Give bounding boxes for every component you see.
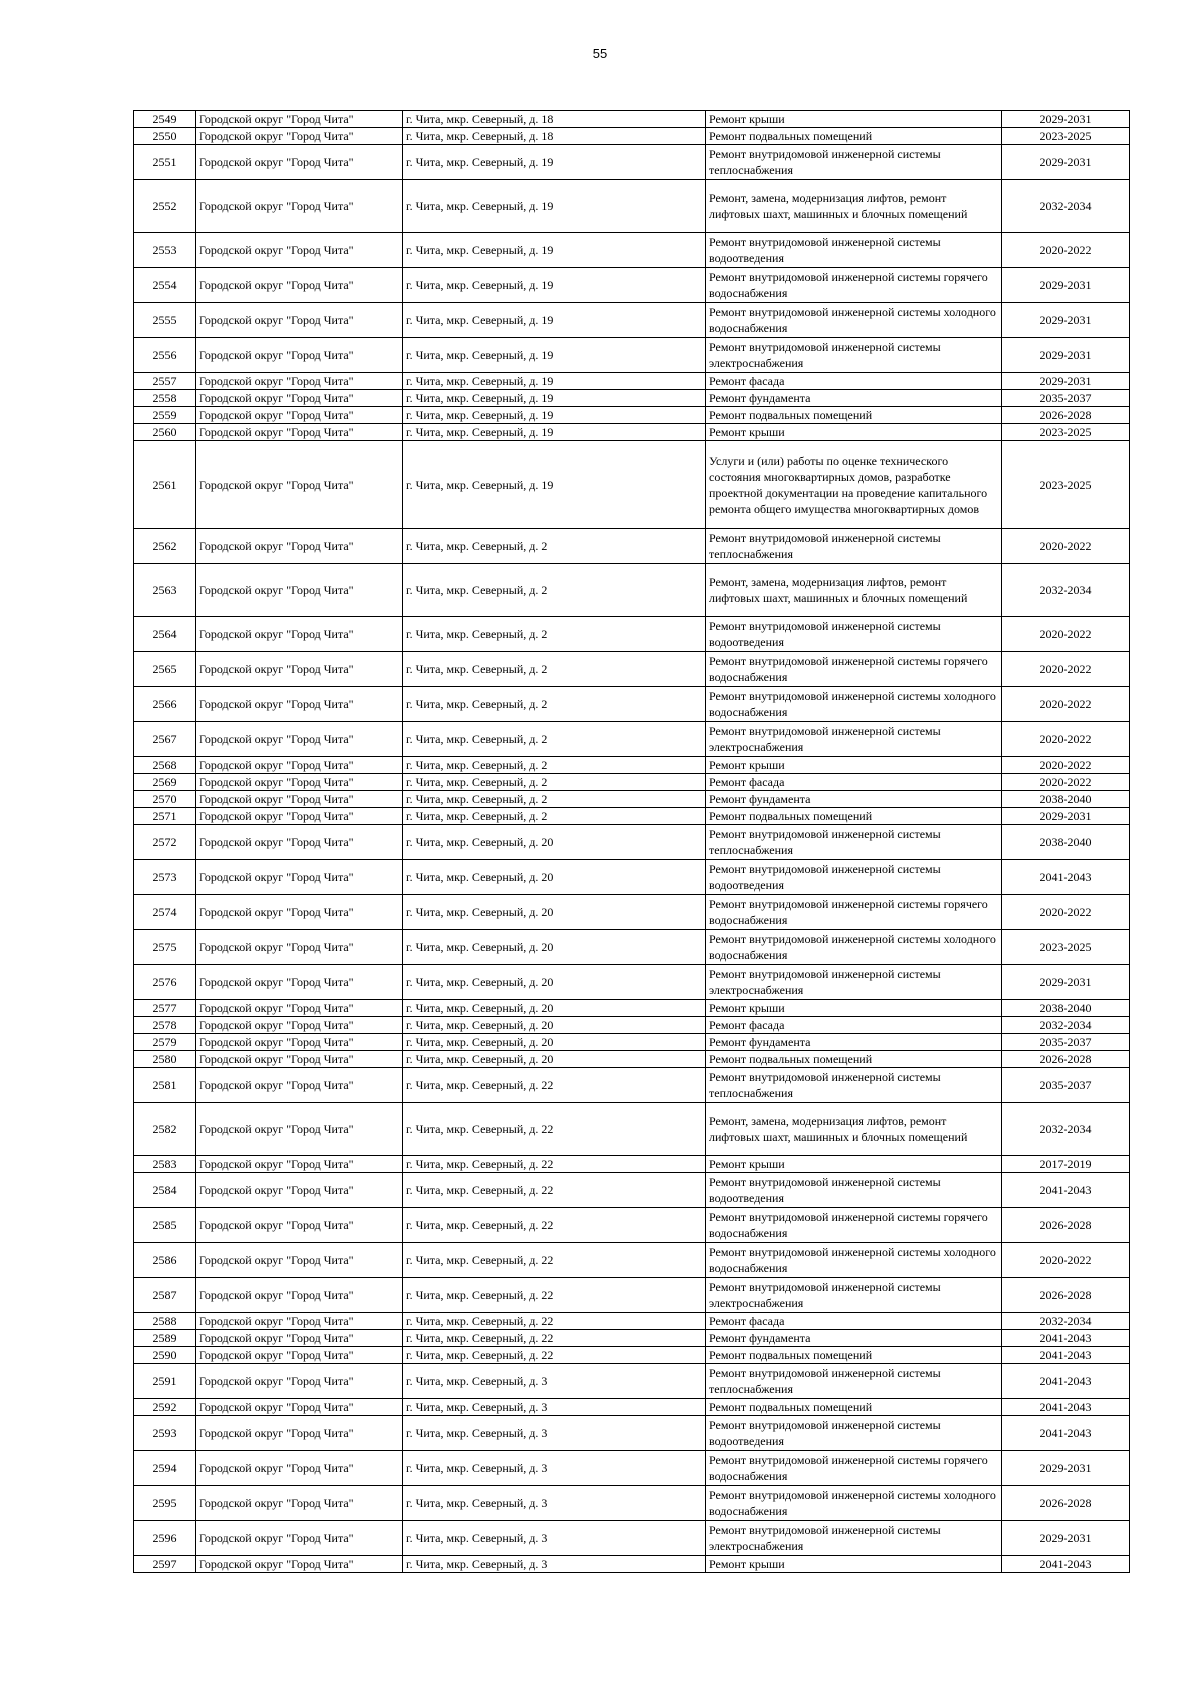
municipality-cell: Городской округ "Город Чита" [196, 1243, 403, 1278]
table-row [134, 373, 1130, 390]
table-row [134, 390, 1130, 407]
row-number-cell: 2570 [134, 791, 196, 808]
period-cell: 2026-2028 [1002, 1051, 1130, 1068]
work-type-cell: Ремонт внутридомовой инженерной системы электроснабжения [706, 965, 1002, 1000]
period-cell: 2029-2031 [1002, 373, 1130, 390]
work-type-cell: Ремонт внутридомовой инженерной системы горячего водоснабжения [706, 1208, 1002, 1243]
work-type-cell: Ремонт подвальных помещений [706, 1051, 1002, 1068]
period-cell: 2029-2031 [1002, 1521, 1130, 1556]
row-number-cell: 2574 [134, 895, 196, 930]
work-type-cell: Ремонт фундамента [706, 1034, 1002, 1051]
municipality-cell: Городской округ "Город Чита" [196, 1347, 403, 1364]
municipality-cell: Городской округ "Город Чита" [196, 1173, 403, 1208]
row-number-cell: 2567 [134, 722, 196, 757]
row-number-cell: 2581 [134, 1068, 196, 1103]
address-cell: г. Чита, мкр. Северный, д. 19 [403, 373, 706, 390]
table-row [134, 441, 1130, 529]
period-cell: 2041-2043 [1002, 1416, 1130, 1451]
period-cell: 2023-2025 [1002, 128, 1130, 145]
row-number-cell: 2569 [134, 774, 196, 791]
row-number-cell: 2556 [134, 338, 196, 373]
period-cell: 2032-2034 [1002, 180, 1130, 233]
work-type-cell: Ремонт крыши [706, 1000, 1002, 1017]
period-cell: 2032-2034 [1002, 1017, 1130, 1034]
capital-repair-table [133, 110, 1130, 1573]
municipality-cell: Городской округ "Город Чита" [196, 407, 403, 424]
period-cell: 2041-2043 [1002, 1173, 1130, 1208]
period-cell: 2041-2043 [1002, 1330, 1130, 1347]
row-number-cell: 2571 [134, 808, 196, 825]
address-cell: г. Чита, мкр. Северный, д. 20 [403, 930, 706, 965]
row-number-cell: 2553 [134, 233, 196, 268]
work-type-cell: Ремонт внутридомовой инженерной системы холодного водоснабжения [706, 687, 1002, 722]
municipality-cell: Городской округ "Город Чита" [196, 1556, 403, 1573]
work-type-cell: Ремонт внутридомовой инженерной системы водоотведения [706, 1416, 1002, 1451]
address-cell: г. Чита, мкр. Северный, д. 20 [403, 965, 706, 1000]
period-cell: 2032-2034 [1002, 1103, 1130, 1156]
row-number-cell: 2578 [134, 1017, 196, 1034]
address-cell: г. Чита, мкр. Северный, д. 18 [403, 111, 706, 128]
period-cell: 2020-2022 [1002, 722, 1130, 757]
municipality-cell: Городской округ "Город Чита" [196, 390, 403, 407]
period-cell: 2023-2025 [1002, 441, 1130, 529]
table-row [134, 529, 1130, 564]
work-type-cell: Ремонт внутридомовой инженерной системы теплоснабжения [706, 1364, 1002, 1399]
table-row [134, 1347, 1130, 1364]
period-cell: 2035-2037 [1002, 1068, 1130, 1103]
address-cell: г. Чита, мкр. Северный, д. 3 [403, 1416, 706, 1451]
address-cell: г. Чита, мкр. Северный, д. 3 [403, 1364, 706, 1399]
work-type-cell: Услуги и (или) работы по оценке технического состояния многоквартирных домов, разработке проектной документации на проведение капитального ремонта общего имущества многоквартирных домов [706, 441, 1002, 529]
municipality-cell: Городской округ "Город Чита" [196, 1486, 403, 1521]
row-number-cell: 2590 [134, 1347, 196, 1364]
work-type-cell: Ремонт подвальных помещений [706, 808, 1002, 825]
row-number-cell: 2572 [134, 825, 196, 860]
municipality-cell: Городской округ "Город Чита" [196, 564, 403, 617]
row-number-cell: 2582 [134, 1103, 196, 1156]
address-cell: г. Чита, мкр. Северный, д. 20 [403, 1034, 706, 1051]
address-cell: г. Чита, мкр. Северный, д. 22 [403, 1173, 706, 1208]
municipality-cell: Городской округ "Город Чита" [196, 808, 403, 825]
table-row [134, 1330, 1130, 1347]
row-number-cell: 2561 [134, 441, 196, 529]
address-cell: г. Чита, мкр. Северный, д. 19 [403, 233, 706, 268]
table-row [134, 303, 1130, 338]
period-cell: 2029-2031 [1002, 268, 1130, 303]
address-cell: г. Чита, мкр. Северный, д. 2 [403, 774, 706, 791]
address-cell: г. Чита, мкр. Северный, д. 3 [403, 1521, 706, 1556]
row-number-cell: 2557 [134, 373, 196, 390]
municipality-cell: Городской округ "Город Чита" [196, 1000, 403, 1017]
row-number-cell: 2595 [134, 1486, 196, 1521]
address-cell: г. Чита, мкр. Северный, д. 2 [403, 617, 706, 652]
work-type-cell: Ремонт крыши [706, 1556, 1002, 1573]
table-row [134, 338, 1130, 373]
work-type-cell: Ремонт внутридомовой инженерной системы теплоснабжения [706, 529, 1002, 564]
row-number-cell: 2558 [134, 390, 196, 407]
table-row [134, 791, 1130, 808]
address-cell: г. Чита, мкр. Северный, д. 19 [403, 303, 706, 338]
address-cell: г. Чита, мкр. Северный, д. 2 [403, 687, 706, 722]
address-cell: г. Чита, мкр. Северный, д. 22 [403, 1347, 706, 1364]
work-type-cell: Ремонт фундамента [706, 791, 1002, 808]
municipality-cell: Городской округ "Город Чита" [196, 860, 403, 895]
table-row [134, 808, 1130, 825]
work-type-cell: Ремонт внутридомовой инженерной системы электроснабжения [706, 1278, 1002, 1313]
municipality-cell: Городской округ "Город Чита" [196, 145, 403, 180]
row-number-cell: 2588 [134, 1313, 196, 1330]
row-number-cell: 2565 [134, 652, 196, 687]
table-row [134, 268, 1130, 303]
work-type-cell: Ремонт подвальных помещений [706, 128, 1002, 145]
work-type-cell: Ремонт крыши [706, 111, 1002, 128]
table-body [134, 111, 1130, 1573]
municipality-cell: Городской округ "Город Чита" [196, 1103, 403, 1156]
period-cell: 2029-2031 [1002, 338, 1130, 373]
municipality-cell: Городской округ "Город Чита" [196, 128, 403, 145]
work-type-cell: Ремонт внутридомовой инженерной системы электроснабжения [706, 722, 1002, 757]
period-cell: 2038-2040 [1002, 791, 1130, 808]
address-cell: г. Чита, мкр. Северный, д. 2 [403, 564, 706, 617]
table-row [134, 895, 1130, 930]
table-row [134, 1051, 1130, 1068]
row-number-cell: 2575 [134, 930, 196, 965]
municipality-cell: Городской округ "Город Чита" [196, 1364, 403, 1399]
table-row [134, 687, 1130, 722]
municipality-cell: Городской округ "Город Чита" [196, 1208, 403, 1243]
address-cell: г. Чита, мкр. Северный, д. 20 [403, 1017, 706, 1034]
table-row [134, 1173, 1130, 1208]
table-row [134, 1278, 1130, 1313]
table-row [134, 722, 1130, 757]
row-number-cell: 2576 [134, 965, 196, 1000]
address-cell: г. Чита, мкр. Северный, д. 20 [403, 825, 706, 860]
address-cell: г. Чита, мкр. Северный, д. 3 [403, 1556, 706, 1573]
period-cell: 2026-2028 [1002, 1486, 1130, 1521]
municipality-cell: Городской округ "Город Чита" [196, 233, 403, 268]
work-type-cell: Ремонт внутридомовой инженерной системы теплоснабжения [706, 145, 1002, 180]
table-row [134, 424, 1130, 441]
work-type-cell: Ремонт подвальных помещений [706, 1399, 1002, 1416]
municipality-cell: Городской округ "Город Чита" [196, 757, 403, 774]
table-row [134, 1034, 1130, 1051]
address-cell: г. Чита, мкр. Северный, д. 19 [403, 268, 706, 303]
table-row [134, 757, 1130, 774]
municipality-cell: Городской округ "Город Чита" [196, 1399, 403, 1416]
table-row [134, 1156, 1130, 1173]
address-cell: г. Чита, мкр. Северный, д. 3 [403, 1399, 706, 1416]
address-cell: г. Чита, мкр. Северный, д. 3 [403, 1486, 706, 1521]
period-cell: 2026-2028 [1002, 1278, 1130, 1313]
work-type-cell: Ремонт внутридомовой инженерной системы горячего водоснабжения [706, 1451, 1002, 1486]
municipality-cell: Городской округ "Город Чита" [196, 895, 403, 930]
work-type-cell: Ремонт внутридомовой инженерной системы горячего водоснабжения [706, 652, 1002, 687]
row-number-cell: 2577 [134, 1000, 196, 1017]
table-row [134, 1000, 1130, 1017]
row-number-cell: 2596 [134, 1521, 196, 1556]
work-type-cell: Ремонт внутридомовой инженерной системы горячего водоснабжения [706, 895, 1002, 930]
row-number-cell: 2552 [134, 180, 196, 233]
work-type-cell: Ремонт внутридомовой инженерной системы электроснабжения [706, 338, 1002, 373]
municipality-cell: Городской округ "Город Чита" [196, 441, 403, 529]
row-number-cell: 2555 [134, 303, 196, 338]
table-row [134, 825, 1130, 860]
address-cell: г. Чита, мкр. Северный, д. 22 [403, 1313, 706, 1330]
table-row [134, 233, 1130, 268]
work-type-cell: Ремонт крыши [706, 757, 1002, 774]
municipality-cell: Городской округ "Город Чита" [196, 1330, 403, 1347]
row-number-cell: 2566 [134, 687, 196, 722]
address-cell: г. Чита, мкр. Северный, д. 20 [403, 1000, 706, 1017]
row-number-cell: 2573 [134, 860, 196, 895]
period-cell: 2032-2034 [1002, 564, 1130, 617]
municipality-cell: Городской округ "Город Чита" [196, 1156, 403, 1173]
table-row [134, 965, 1130, 1000]
address-cell: г. Чита, мкр. Северный, д. 22 [403, 1068, 706, 1103]
address-cell: г. Чита, мкр. Северный, д. 2 [403, 722, 706, 757]
period-cell: 2020-2022 [1002, 895, 1130, 930]
address-cell: г. Чита, мкр. Северный, д. 19 [403, 407, 706, 424]
work-type-cell: Ремонт внутридомовой инженерной системы водоотведения [706, 617, 1002, 652]
municipality-cell: Городской округ "Город Чита" [196, 373, 403, 390]
work-type-cell: Ремонт подвальных помещений [706, 407, 1002, 424]
municipality-cell: Городской округ "Город Чита" [196, 825, 403, 860]
row-number-cell: 2587 [134, 1278, 196, 1313]
work-type-cell: Ремонт внутридомовой инженерной системы электроснабжения [706, 1521, 1002, 1556]
municipality-cell: Городской округ "Город Чита" [196, 1278, 403, 1313]
work-type-cell: Ремонт, замена, модернизация лифтов, ремонт лифтовых шахт, машинных и блочных помещений [706, 1103, 1002, 1156]
address-cell: г. Чита, мкр. Северный, д. 20 [403, 860, 706, 895]
period-cell: 2020-2022 [1002, 617, 1130, 652]
row-number-cell: 2551 [134, 145, 196, 180]
period-cell: 2029-2031 [1002, 145, 1130, 180]
row-number-cell: 2562 [134, 529, 196, 564]
table-row [134, 1399, 1130, 1416]
period-cell: 2041-2043 [1002, 860, 1130, 895]
work-type-cell: Ремонт фундамента [706, 1330, 1002, 1347]
period-cell: 2041-2043 [1002, 1347, 1130, 1364]
address-cell: г. Чита, мкр. Северный, д. 2 [403, 808, 706, 825]
row-number-cell: 2549 [134, 111, 196, 128]
address-cell: г. Чита, мкр. Северный, д. 19 [403, 390, 706, 407]
municipality-cell: Городской округ "Город Чита" [196, 791, 403, 808]
work-type-cell: Ремонт внутридомовой инженерной системы холодного водоснабжения [706, 930, 1002, 965]
period-cell: 2023-2025 [1002, 424, 1130, 441]
work-type-cell: Ремонт подвальных помещений [706, 1347, 1002, 1364]
work-type-cell: Ремонт внутридомовой инженерной системы водоотведения [706, 1173, 1002, 1208]
table-row [134, 1416, 1130, 1451]
municipality-cell: Городской округ "Город Чита" [196, 722, 403, 757]
row-number-cell: 2568 [134, 757, 196, 774]
municipality-cell: Городской округ "Город Чита" [196, 774, 403, 791]
work-type-cell: Ремонт крыши [706, 424, 1002, 441]
period-cell: 2041-2043 [1002, 1364, 1130, 1399]
municipality-cell: Городской округ "Город Чита" [196, 180, 403, 233]
address-cell: г. Чита, мкр. Северный, д. 22 [403, 1103, 706, 1156]
address-cell: г. Чита, мкр. Северный, д. 2 [403, 791, 706, 808]
address-cell: г. Чита, мкр. Северный, д. 19 [403, 180, 706, 233]
work-type-cell: Ремонт фундамента [706, 390, 1002, 407]
table-row [134, 860, 1130, 895]
table-row [134, 1103, 1130, 1156]
work-type-cell: Ремонт, замена, модернизация лифтов, ремонт лифтовых шахт, машинных и блочных помещений [706, 180, 1002, 233]
work-type-cell: Ремонт, замена, модернизация лифтов, ремонт лифтовых шахт, машинных и блочных помещений [706, 564, 1002, 617]
municipality-cell: Городской округ "Город Чита" [196, 1416, 403, 1451]
period-cell: 2020-2022 [1002, 1243, 1130, 1278]
row-number-cell: 2586 [134, 1243, 196, 1278]
table-row [134, 128, 1130, 145]
row-number-cell: 2592 [134, 1399, 196, 1416]
work-type-cell: Ремонт внутридомовой инженерной системы теплоснабжения [706, 1068, 1002, 1103]
municipality-cell: Городской округ "Город Чита" [196, 1034, 403, 1051]
period-cell: 2026-2028 [1002, 1208, 1130, 1243]
work-type-cell: Ремонт внутридомовой инженерной системы холодного водоснабжения [706, 1486, 1002, 1521]
row-number-cell: 2564 [134, 617, 196, 652]
row-number-cell: 2550 [134, 128, 196, 145]
address-cell: г. Чита, мкр. Северный, д. 3 [403, 1451, 706, 1486]
address-cell: г. Чита, мкр. Северный, д. 19 [403, 424, 706, 441]
address-cell: г. Чита, мкр. Северный, д. 2 [403, 652, 706, 687]
table-row [134, 407, 1130, 424]
row-number-cell: 2559 [134, 407, 196, 424]
period-cell: 2029-2031 [1002, 965, 1130, 1000]
municipality-cell: Городской округ "Город Чита" [196, 424, 403, 441]
municipality-cell: Городской округ "Город Чита" [196, 1051, 403, 1068]
period-cell: 2041-2043 [1002, 1556, 1130, 1573]
period-cell: 2017-2019 [1002, 1156, 1130, 1173]
address-cell: г. Чита, мкр. Северный, д. 22 [403, 1243, 706, 1278]
period-cell: 2026-2028 [1002, 407, 1130, 424]
table-row [134, 617, 1130, 652]
period-cell: 2020-2022 [1002, 774, 1130, 791]
address-cell: г. Чита, мкр. Северный, д. 22 [403, 1208, 706, 1243]
work-type-cell: Ремонт внутридомовой инженерной системы водоотведения [706, 233, 1002, 268]
period-cell: 2020-2022 [1002, 233, 1130, 268]
row-number-cell: 2560 [134, 424, 196, 441]
work-type-cell: Ремонт внутридомовой инженерной системы холодного водоснабжения [706, 303, 1002, 338]
work-type-cell: Ремонт фасада [706, 1313, 1002, 1330]
address-cell: г. Чита, мкр. Северный, д. 2 [403, 757, 706, 774]
work-type-cell: Ремонт внутридомовой инженерной системы теплоснабжения [706, 825, 1002, 860]
table-row [134, 1068, 1130, 1103]
table-row [134, 1521, 1130, 1556]
period-cell: 2029-2031 [1002, 303, 1130, 338]
table-row [134, 1556, 1130, 1573]
municipality-cell: Городской округ "Город Чита" [196, 111, 403, 128]
work-type-cell: Ремонт внутридомовой инженерной системы холодного водоснабжения [706, 1243, 1002, 1278]
table-row [134, 1486, 1130, 1521]
table-row [134, 1364, 1130, 1399]
work-type-cell: Ремонт крыши [706, 1156, 1002, 1173]
row-number-cell: 2583 [134, 1156, 196, 1173]
row-number-cell: 2585 [134, 1208, 196, 1243]
address-cell: г. Чита, мкр. Северный, д. 19 [403, 441, 706, 529]
municipality-cell: Городской округ "Город Чита" [196, 1068, 403, 1103]
period-cell: 2041-2043 [1002, 1399, 1130, 1416]
municipality-cell: Городской округ "Город Чита" [196, 687, 403, 722]
address-cell: г. Чита, мкр. Северный, д. 19 [403, 338, 706, 373]
period-cell: 2020-2022 [1002, 687, 1130, 722]
row-number-cell: 2591 [134, 1364, 196, 1399]
period-cell: 2020-2022 [1002, 652, 1130, 687]
period-cell: 2029-2031 [1002, 1451, 1130, 1486]
table-row [134, 1017, 1130, 1034]
table-row [134, 930, 1130, 965]
period-cell: 2038-2040 [1002, 1000, 1130, 1017]
municipality-cell: Городской округ "Город Чита" [196, 338, 403, 373]
municipality-cell: Городской округ "Город Чита" [196, 1313, 403, 1330]
municipality-cell: Городской округ "Город Чита" [196, 1451, 403, 1486]
municipality-cell: Городской округ "Город Чита" [196, 965, 403, 1000]
address-cell: г. Чита, мкр. Северный, д. 2 [403, 529, 706, 564]
row-number-cell: 2589 [134, 1330, 196, 1347]
period-cell: 2035-2037 [1002, 390, 1130, 407]
period-cell: 2023-2025 [1002, 930, 1130, 965]
work-type-cell: Ремонт фасада [706, 1017, 1002, 1034]
period-cell: 2038-2040 [1002, 825, 1130, 860]
address-cell: г. Чита, мкр. Северный, д. 20 [403, 895, 706, 930]
work-type-cell: Ремонт внутридомовой инженерной системы горячего водоснабжения [706, 268, 1002, 303]
table-row [134, 652, 1130, 687]
address-cell: г. Чита, мкр. Северный, д. 22 [403, 1278, 706, 1313]
municipality-cell: Городской округ "Город Чита" [196, 529, 403, 564]
table-row [134, 1313, 1130, 1330]
address-cell: г. Чита, мкр. Северный, д. 20 [403, 1051, 706, 1068]
address-cell: г. Чита, мкр. Северный, д. 19 [403, 145, 706, 180]
table-row [134, 1208, 1130, 1243]
row-number-cell: 2579 [134, 1034, 196, 1051]
period-cell: 2035-2037 [1002, 1034, 1130, 1051]
municipality-cell: Городской округ "Город Чита" [196, 617, 403, 652]
municipality-cell: Городской округ "Город Чита" [196, 1521, 403, 1556]
work-type-cell: Ремонт внутридомовой инженерной системы водоотведения [706, 860, 1002, 895]
address-cell: г. Чита, мкр. Северный, д. 22 [403, 1156, 706, 1173]
table-row [134, 774, 1130, 791]
municipality-cell: Городской округ "Город Чита" [196, 268, 403, 303]
work-type-cell: Ремонт фасада [706, 373, 1002, 390]
period-cell: 2029-2031 [1002, 111, 1130, 128]
table-row [134, 180, 1130, 233]
table-row [134, 564, 1130, 617]
row-number-cell: 2563 [134, 564, 196, 617]
address-cell: г. Чита, мкр. Северный, д. 22 [403, 1330, 706, 1347]
table-row [134, 145, 1130, 180]
row-number-cell: 2597 [134, 1556, 196, 1573]
period-cell: 2020-2022 [1002, 529, 1130, 564]
municipality-cell: Городской округ "Город Чита" [196, 1017, 403, 1034]
period-cell: 2032-2034 [1002, 1313, 1130, 1330]
address-cell: г. Чита, мкр. Северный, д. 18 [403, 128, 706, 145]
page-number: 55 [592, 46, 608, 61]
municipality-cell: Городской округ "Город Чита" [196, 303, 403, 338]
table-row [134, 1243, 1130, 1278]
row-number-cell: 2593 [134, 1416, 196, 1451]
municipality-cell: Городской округ "Город Чита" [196, 652, 403, 687]
municipality-cell: Городской округ "Город Чита" [196, 930, 403, 965]
period-cell: 2029-2031 [1002, 808, 1130, 825]
row-number-cell: 2594 [134, 1451, 196, 1486]
row-number-cell: 2554 [134, 268, 196, 303]
period-cell: 2020-2022 [1002, 757, 1130, 774]
table-row [134, 1451, 1130, 1486]
work-type-cell: Ремонт фасада [706, 774, 1002, 791]
row-number-cell: 2584 [134, 1173, 196, 1208]
row-number-cell: 2580 [134, 1051, 196, 1068]
table-row [134, 111, 1130, 128]
